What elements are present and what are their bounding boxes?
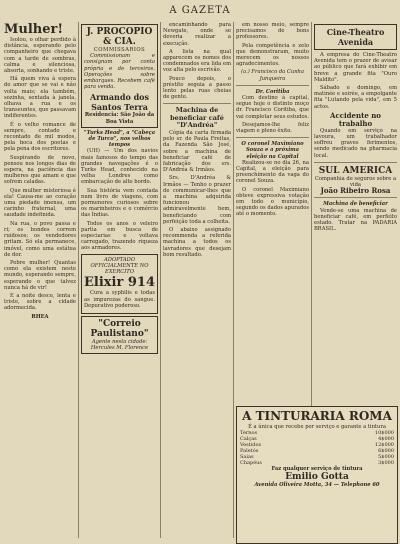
price-table bbox=[239, 430, 395, 466]
sul-america-title: SUL AMERICA bbox=[318, 165, 393, 176]
paragraph: Há quem viva à espera do amor que se vai e não volta mais; ela também, sozinha, sentada à janela, olhava a rua e os transeuntes, que passavam indiferentes. bbox=[4, 76, 76, 120]
elixir-tag: ADOPTADO OFFICIALMENTE NO EXERCITO bbox=[90, 256, 149, 276]
tinturaria-ad bbox=[236, 406, 398, 544]
column-rule bbox=[160, 22, 161, 538]
column-rule bbox=[78, 22, 79, 538]
masthead: A GAZETA bbox=[169, 5, 231, 16]
correio-ad bbox=[81, 316, 158, 354]
cine-ad bbox=[314, 24, 397, 50]
column-4 bbox=[236, 22, 309, 402]
paragraph: Na rua, o povo passa e ri; os bondes correm ruidosos; os vendedores gritam. Só ela permanece, imóvel, como uma estátua de dor. bbox=[4, 220, 76, 258]
paragraph: Sua história vem contada num livro de viagens, com pormenores curiosos sobre os marinheiros e o comércio das Índias. bbox=[81, 187, 158, 219]
item-price: 5$000 bbox=[378, 454, 394, 461]
column-2 bbox=[81, 22, 158, 540]
paragraph: Vende-se uma machina de beneficiar café, em perfeito estado. Tratar na PADARIA BRASIL. bbox=[314, 207, 397, 233]
divider bbox=[236, 85, 309, 86]
paragraph: Pouco depois, o préstito seguia a passo lento pelas ruas cheias de gente. bbox=[163, 75, 231, 101]
correio-agent: Agente nesta cidade: Hercules M. Florence bbox=[90, 338, 149, 352]
section-title: O coronel Maximiano Souza e a próxima eleição na Capital bbox=[241, 141, 304, 160]
elixir-product: Elixir 914 bbox=[84, 275, 155, 291]
elixir-text: Cura a syphilis e todas as impurezas do sangue. Depurativo poderoso. bbox=[84, 290, 155, 309]
divider bbox=[314, 197, 397, 198]
paragraph: Suspirando de novo, pensou nos longos dias de espera, na paciência das mulheres que amam e que sofrem caladas. bbox=[4, 154, 76, 186]
tinturaria-note: Faz qualquer serviço de tintura bbox=[271, 466, 363, 473]
firm-text: Commissionam e consignam por conta própria e de terceiros. Operações sobre embarques. Recebem café para venda. bbox=[84, 53, 155, 91]
firm-sub: COMMISSARIOS bbox=[93, 47, 146, 53]
paragraph: em nosso meio, sempre precisamos de bons professores. bbox=[236, 22, 309, 41]
paragraph: (UH) — Um dos navios mais famosos do tempo das grandes navegações é o Turks Head, conhecido na velha Londres como embarcação de alto bordo. bbox=[81, 148, 158, 186]
firm-name: J. PROCOPIO & CIA. bbox=[86, 27, 153, 47]
paragraph: Todos os anos o veleiro partia em busca de especiarias e voltava carregado, trazendo riqueza aos armadores. bbox=[81, 220, 158, 252]
divider bbox=[314, 162, 397, 163]
item-price: 3$000 bbox=[378, 460, 394, 467]
cine-title: Cine-Theatro Avenida bbox=[326, 27, 385, 47]
ship-title: "Turks Head", a "Cabeça de Turco", nos velhos tempos bbox=[83, 129, 156, 149]
column-rule bbox=[233, 22, 234, 538]
correio-title: "Correio Paulistano" bbox=[90, 318, 149, 339]
tinturaria-owner: Emilio Gotta bbox=[285, 472, 349, 483]
sul-america-sub: Companhia de seguros sobre a vida bbox=[314, 175, 397, 189]
tinturaria-address: Avenida Oliveira Motta, 34 — Telephone 60 bbox=[254, 482, 380, 489]
paragraph: Pobre mulher! Quantas como ela existem neste mundo, esperando sempre, esperando o que talvez nunca há de vir! bbox=[4, 259, 76, 291]
tinturaria-title: A TINTURARIA ROMA bbox=[242, 409, 392, 423]
paragraph: A empresa do Cine-Theatro Avenida tem o prazer de avisar ao público que fará exhibir em breve a grande fita "Ouro Maldito". bbox=[314, 52, 397, 83]
sul-america-agent: João Ribeiro Rosa bbox=[320, 186, 391, 196]
paragraph: A lista na qual apparecem os nomes dos condemnados era lida em voz alta pelo escrivão. bbox=[163, 48, 231, 74]
item-name: Chapéus bbox=[240, 460, 262, 467]
paragraph: O abaixo assignado recommenda a referida machina a todos os lavradores que desejam bom resultado. bbox=[163, 226, 231, 258]
paragraph: Realizou-se no dia 26, na Capital, a eleição para preenchimento da vaga do coronel Souza. bbox=[236, 159, 309, 185]
article-title: Mulher! bbox=[4, 22, 64, 37]
item-name: Vestidos bbox=[240, 442, 262, 449]
street-name: Armando dos Santos Terra bbox=[89, 92, 150, 113]
signature: RHEA bbox=[31, 313, 49, 320]
paragraph: encaminhando para Newgate, onde se deveria realizar a execução. bbox=[163, 22, 231, 47]
paragraph: Cópia da carta firmada pelo sr. de Paula Freitas, da Fazenda São José, sobre a machina de beneficiar café de fabricação dos srs. D'Andréa & Irmãos. bbox=[163, 129, 231, 174]
item-price: 12$000 bbox=[374, 442, 394, 449]
paragraph: Desejamos-lhe feliz viagem e pleno êxito. bbox=[236, 121, 309, 135]
item-price: 6$000 bbox=[378, 448, 394, 455]
paragraph: É o velho romance de sempre, contado e recontado de mil modos, pela boca dos poetas e pela pena dos escritores. bbox=[4, 121, 76, 153]
paragraph: Sábado e domingo, em matinée e soirée, a empolgante fita "Lutando pela vida", em 5 actos. bbox=[314, 85, 397, 110]
paragraph: Isolou, o olhar perdido à distância, esperando pelo companheiro que chegava com a tarde de sombras, calma e silenciosa, absorta, sonhando e triste. bbox=[4, 37, 76, 75]
paragraph: O coronel Maximiano obteve expressiva votação em todo o município, segundo os dados apurados até o momento. bbox=[236, 186, 309, 218]
item-name: Ternos bbox=[240, 430, 258, 437]
paragraph: E a noite desce, lenta e triste, sobre a cidade adormecida. bbox=[4, 292, 76, 312]
paragraph: Com destino à capital, segue hoje o distinto moço dr. Francisco Coritiba, que vai completar seus estudos. bbox=[236, 95, 309, 120]
tinturaria-sub: É a única que recebe por serviço e garante a tintura bbox=[248, 424, 386, 430]
elixir-ad bbox=[81, 254, 158, 314]
item-name: Calças bbox=[240, 436, 257, 443]
divider bbox=[236, 137, 309, 138]
signature: (a.) Francisco da Cunha Junqueira bbox=[240, 69, 304, 82]
firm-ad bbox=[81, 24, 158, 128]
residence: Residencia: São João da Boa Vista bbox=[84, 112, 155, 125]
machine-title: Machina de beneficiar café "D'Andréa" bbox=[170, 106, 224, 130]
accident-title: Accidente no trabalho bbox=[330, 110, 381, 128]
bakery-title: Machina de beneficiar bbox=[323, 201, 388, 208]
divider bbox=[163, 103, 231, 104]
paragraph: Quando em serviço na lavoura, um trabalhador soffreu graves ferimentos, sendo medicado na pharmacia local. bbox=[314, 127, 397, 159]
column-3 bbox=[163, 22, 231, 540]
paragraph: Que mulher misteriosa é ela! Causa-me ao coração uma piedade imensa, um carinho fraternal, uma saudade indefinida. bbox=[4, 187, 76, 219]
paragraph: Srs. D'Andréa & Irmãos — Tenho o prazer de communicar-lhes que a machina adquirida funcionou admiravelmente bem, beneficiando com perfeição toda a colheita. bbox=[163, 175, 231, 225]
paragraph: Pela competência e zelo que demonstraram, muito merecem os nossos agradecimentos. bbox=[236, 42, 309, 68]
item-price: 10$000 bbox=[374, 430, 394, 437]
item-name: Saias bbox=[240, 454, 254, 461]
item-name: Paletós bbox=[240, 448, 259, 455]
item-price: 4$000 bbox=[378, 436, 394, 443]
column-5 bbox=[314, 22, 397, 402]
section-title: Dr. Coritiba bbox=[255, 88, 290, 95]
column-1 bbox=[4, 22, 76, 540]
